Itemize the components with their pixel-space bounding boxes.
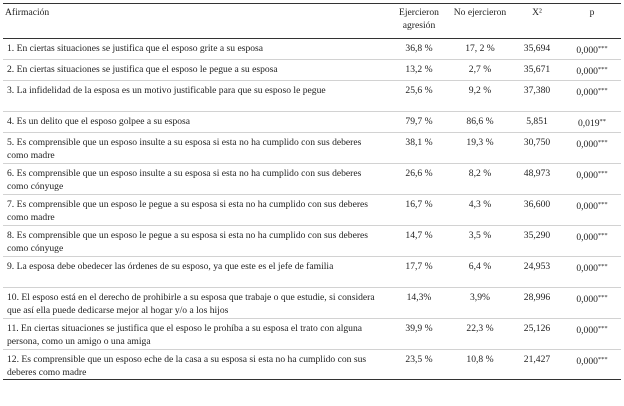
cell-chi-square: 35,694 — [511, 39, 563, 60]
cell-afirmacion: 8. Es comprensible que un esposo le pegue a su esposa si esta no ha cumplido con sus deberes como cónyuge — [3, 226, 389, 257]
cell-ejercieron: 38,1 % — [389, 133, 449, 164]
cell-p — [563, 112, 621, 133]
cell-p — [563, 226, 621, 257]
p-value: 0,000 — [576, 87, 598, 98]
cell-ejercieron: 17,7 % — [389, 257, 449, 288]
cell-no-ejercieron: 8,2 % — [449, 164, 511, 195]
p-value: 0,000 — [576, 170, 598, 181]
cell-p — [563, 257, 621, 288]
cell-chi-square: 35,671 — [511, 60, 563, 81]
table-row — [3, 195, 621, 226]
table-body — [3, 39, 621, 380]
significance-stars: *** — [597, 325, 608, 332]
cell-chi-square: 28,996 — [511, 288, 563, 319]
table-row — [3, 133, 621, 164]
cell-p — [563, 319, 621, 350]
table-row — [3, 257, 621, 288]
significance-stars: *** — [597, 87, 608, 94]
cell-no-ejercieron: 10,8 % — [449, 350, 511, 380]
header-afirmacion: Afirmación — [3, 4, 389, 39]
header-ejercieron: Ejercieron agresión — [389, 4, 449, 39]
table-row — [3, 164, 621, 195]
header-no-ejercieron: No ejercieron — [449, 4, 511, 39]
cell-no-ejercieron: 9,2 % — [449, 81, 511, 112]
significance-stars: *** — [597, 139, 608, 146]
cell-p — [563, 81, 621, 112]
significance-stars: *** — [597, 170, 608, 177]
cell-afirmacion: 11. En ciertas situaciones se justifica que el esposo le prohíba a su esposa el trato con alguna persona, como un amigo o una amiga — [3, 319, 389, 350]
significance-stars: *** — [597, 232, 608, 239]
table-row — [3, 81, 621, 112]
cell-chi-square: 25,126 — [511, 319, 563, 350]
cell-afirmacion: 12. Es comprensible que un esposo eche de la casa a su esposa si esta no ha cumplido con sus deberes como madre — [3, 350, 389, 380]
cell-afirmacion: 5. Es comprensible que un esposo insulte a su esposa si esta no ha cumplido con sus deberes como madre — [3, 133, 389, 164]
results-table — [3, 3, 621, 380]
cell-ejercieron: 79,7 % — [389, 112, 449, 133]
cell-ejercieron: 14,7 % — [389, 226, 449, 257]
cell-no-ejercieron: 4,3 % — [449, 195, 511, 226]
significance-stars: *** — [597, 66, 608, 73]
significance-stars: *** — [597, 263, 608, 270]
cell-no-ejercieron: 2,7 % — [449, 60, 511, 81]
cell-p — [563, 133, 621, 164]
table-header — [3, 4, 621, 39]
cell-afirmacion: 3. La infidelidad de la esposa es un motivo justificable para que su esposo le pegue — [3, 81, 389, 112]
p-value: 0,000 — [576, 45, 598, 56]
p-value: 0,000 — [576, 263, 598, 274]
cell-chi-square: 48,973 — [511, 164, 563, 195]
cell-no-ejercieron: 22,3 % — [449, 319, 511, 350]
cell-ejercieron: 16,7 % — [389, 195, 449, 226]
p-value: 0,000 — [576, 294, 598, 305]
table-row — [3, 350, 621, 380]
table-row — [3, 39, 621, 60]
cell-no-ejercieron: 3,9% — [449, 288, 511, 319]
cell-afirmacion: 7. Es comprensible que un esposo le pegue a su esposa si esta no ha cumplido con sus deberes como madre — [3, 195, 389, 226]
p-value: 0,000 — [576, 201, 598, 212]
cell-ejercieron: 39,9 % — [389, 319, 449, 350]
cell-no-ejercieron: 17, 2 % — [449, 39, 511, 60]
cell-ejercieron: 26,6 % — [389, 164, 449, 195]
cell-chi-square: 21,427 — [511, 350, 563, 380]
cell-afirmacion: 9. La esposa debe obedecer las órdenes de su esposo, ya que este es el jefe de familia — [3, 257, 389, 288]
cell-no-ejercieron: 6,4 % — [449, 257, 511, 288]
table-row — [3, 112, 621, 133]
significance-stars: *** — [597, 294, 608, 301]
cell-p — [563, 288, 621, 319]
table-row — [3, 288, 621, 319]
cell-ejercieron: 25,6 % — [389, 81, 449, 112]
cell-chi-square: 36,600 — [511, 195, 563, 226]
cell-afirmacion: 2. En ciertas situaciones se justifica que el esposo le pegue a su esposa — [3, 60, 389, 81]
table-row — [3, 60, 621, 81]
cell-p — [563, 39, 621, 60]
cell-ejercieron: 14,3% — [389, 288, 449, 319]
cell-p — [563, 60, 621, 81]
significance-stars: ** — [599, 118, 607, 125]
cell-chi-square: 5,851 — [511, 112, 563, 133]
cell-chi-square: 35,290 — [511, 226, 563, 257]
significance-stars: *** — [597, 45, 608, 52]
cell-afirmacion: 4. Es un delito que el esposo golpee a su esposa — [3, 112, 389, 133]
cell-chi-square: 30,750 — [511, 133, 563, 164]
header-chi-square: X² — [511, 4, 563, 39]
cell-p — [563, 164, 621, 195]
p-value: 0,019 — [577, 118, 600, 129]
cell-no-ejercieron: 19,3 % — [449, 133, 511, 164]
cell-afirmacion: 10. El esposo está en el derecho de prohibirle a su esposa que trabaje o que estudie, si considera que así ella puede dedicarse mejor al hogar y/o a los hijos — [3, 288, 389, 319]
cell-ejercieron: 23,5 % — [389, 350, 449, 380]
significance-stars: *** — [597, 356, 608, 363]
p-value: 0,000 — [576, 325, 598, 336]
header-row — [3, 4, 621, 39]
cell-no-ejercieron: 86,6 % — [449, 112, 511, 133]
cell-p — [563, 350, 621, 380]
cell-chi-square: 24,953 — [511, 257, 563, 288]
cell-afirmacion: 6. Es comprensible que un esposo insulte a su esposa si esta no ha cumplido con sus deberes como cónyuge — [3, 164, 389, 195]
cell-chi-square: 37,380 — [511, 81, 563, 112]
p-value: 0,000 — [576, 356, 598, 367]
header-p: p — [563, 4, 621, 39]
table-row — [3, 319, 621, 350]
p-value: 0,000 — [576, 66, 598, 77]
p-value: 0,000 — [576, 139, 598, 150]
cell-ejercieron: 36,8 % — [389, 39, 449, 60]
cell-ejercieron: 13,2 % — [389, 60, 449, 81]
cell-no-ejercieron: 3,5 % — [449, 226, 511, 257]
p-value: 0,000 — [576, 232, 598, 243]
table-row — [3, 226, 621, 257]
cell-afirmacion: 1. En ciertas situaciones se justifica que el esposo grite a su esposa — [3, 39, 389, 60]
cell-p — [563, 195, 621, 226]
significance-stars: *** — [597, 201, 608, 208]
